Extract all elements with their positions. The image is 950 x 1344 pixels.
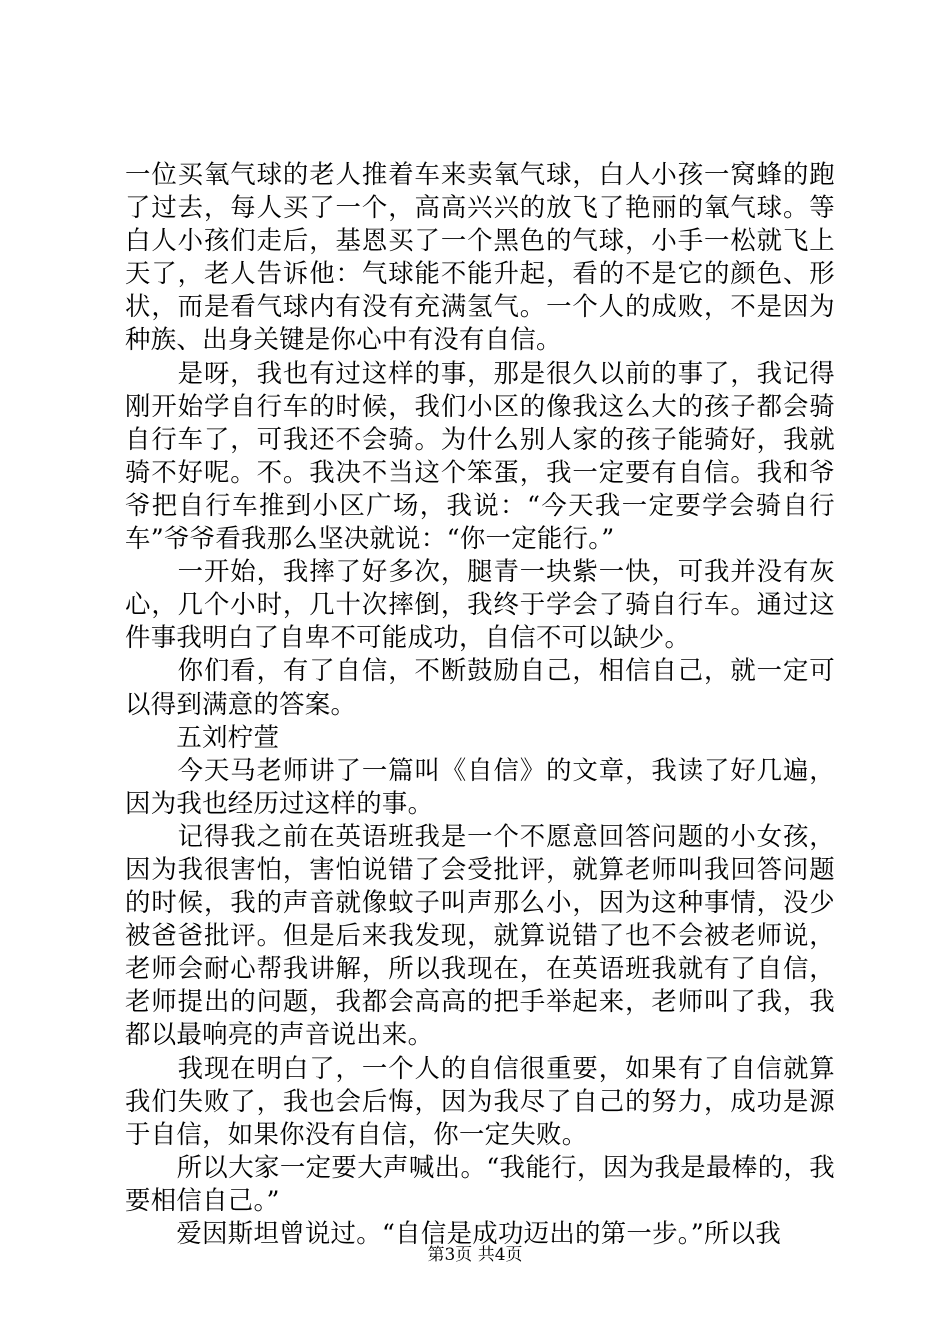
paragraph: 你们看，有了自信，不断鼓励自己，相信自己，就一定可以得到满意的答案。 [125,655,835,719]
paragraph: 是呀，我也有过这样的事，那是很久以前的事了，我记得刚开始学自行车的时候，我们小区的像我这么大的孩子都会骑自行车了，可我还不会骑。为什么别人家的孩子能骑好，我就骑不好呢。不。我决不当这个笨蛋，我一定要有自信。我和爷爷把自行车推到小区广场，我说：“今天我一定要学会骑自行车”爷爷看我那么坚决就说：“你一定能行。” [125,357,835,554]
paragraph: 一位买氧气球的老人推着车来卖氧气球，白人小孩一窝蜂的跑了过去，每人买了一个，高高兴兴的放飞了艳丽的氧气球。等白人小孩们走后，基恩买了一个黑色的气球，小手一松就飞上天了，老人告诉他：气球能不能升起，看的不是它的颜色、形状，而是看气球内有没有充满氢气。一个人的成败，不是因为种族、出身关键是你心中有没有自信。 [125,159,835,355]
paragraph: 一开始，我摔了好多次，腿青一块紫一快，可我并没有灰心，几个小时，几十次摔倒，我终于学会了骑自行车。通过这件事我明白了自卑不可能成功，自信不可以缺少。 [125,556,835,653]
paragraph: 爱因斯坦曾说过。“自信是成功迈出的第一步。”所以我 [125,1218,782,1248]
body-text [125,158,835,1250]
paragraph: 所以大家一定要大声喊出。“我能行，因为我是最棒的，我要相信自己。” [125,1151,835,1215]
page-number-footer: 第3页 共4页 [427,1245,523,1265]
paragraph: 记得我之前在英语班我是一个不愿意回答问题的小女孩，因为我很害怕，害怕说错了会受批评，就算老师叫我回答问题的时候，我的声音就像蚊子叫声那么小，因为这种事情，没少被爸爸批评。但是后来我发现，就算说错了也不会被老师说，老师会耐心帮我讲解，所以我现在，在英语班我就有了自信，老师提出的问题，我都会高高的把手举起来，老师叫了我，我都以最响亮的声音说出来。 [125,820,835,1050]
paragraph: 今天马老师讲了一篇叫《自信》的文章，我读了好几遍，因为我也经历过这样的事。 [125,754,835,818]
paragraph: 我现在明白了，一个人的自信很重要，如果有了自信就算我们失败了，我也会后悔，因为我尽了自己的努力，成功是源于自信，如果你没有自信，你一定失败。 [125,1052,835,1149]
author-line: 五刘柠萱 [125,721,280,752]
